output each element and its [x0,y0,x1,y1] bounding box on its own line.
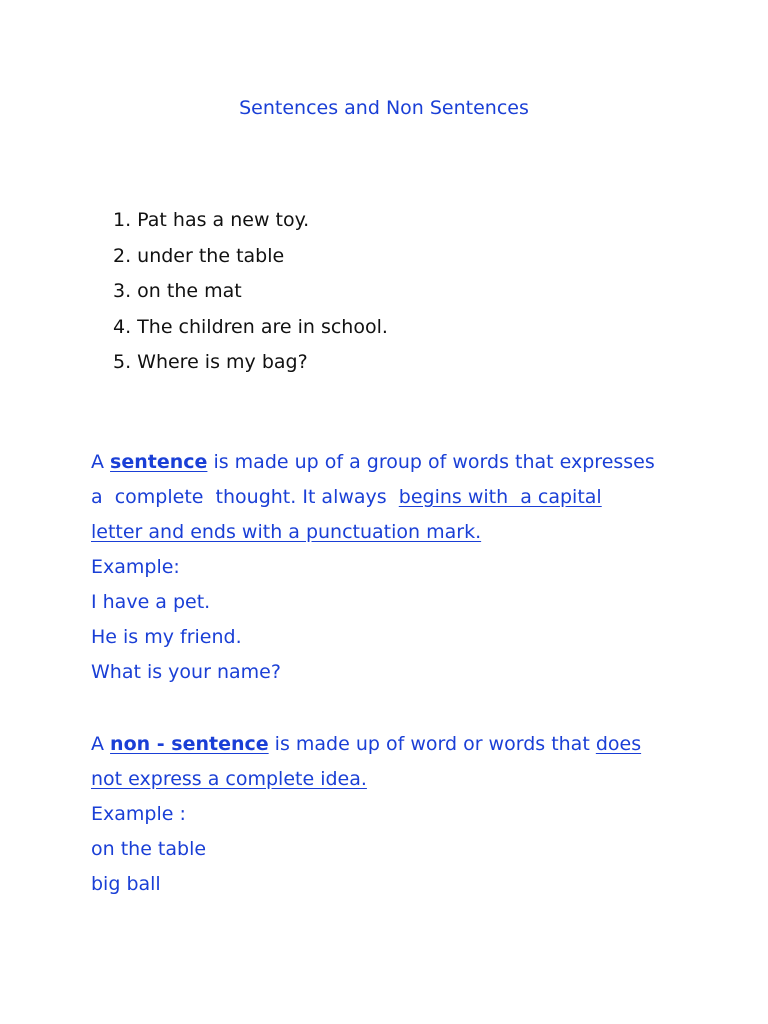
sentence-def-text: is made up of a group of words that expresses [207,451,655,473]
non-sentence-def-text: is made up of word or words that [268,733,596,755]
non-sentence-def-underlined: does [595,733,642,755]
non-sentence-def-line-1 [91,727,711,762]
example-item: I have a pet. [91,591,211,613]
list-item: 2. under the table [113,244,285,267]
list-item: 3. on the mat [113,280,242,302]
non-sentence-def-underlined: not express a complete idea. [91,768,367,790]
sentence-def-line-3 [91,515,711,550]
sentence-term: sentence [110,451,208,473]
example-label: Example: [91,556,180,578]
example-item: on the table [91,838,207,860]
sentence-definition [91,445,711,690]
example-item: big ball [91,873,161,895]
example-label: Example : [91,803,186,825]
sentence-def-underlined: letter and ends with a punctuation mark. [91,521,482,543]
sentence-def-text: a complete thought. It always [91,486,399,508]
non-sentence-term: non - sentence [110,733,269,755]
page-title: Sentences and Non Sentences [239,97,529,119]
example-item: What is your name? [91,661,281,683]
sentence-def-line-1 [91,445,711,480]
list-item: 1. Pat has a new toy. [113,209,310,231]
list-item: 4. The children are in school. [113,315,388,338]
example-item: He is my friend. [91,626,242,648]
sentence-def-line-2 [91,480,711,515]
non-sentence-def-line-2 [91,762,711,797]
non-sentence-definition [91,727,711,902]
list-item: 5. Where is my bag? [113,351,308,373]
numbered-list [113,203,388,381]
sentence-def-underlined: begins with a capital [398,486,602,508]
article: A [91,451,104,473]
article: A [91,733,104,755]
